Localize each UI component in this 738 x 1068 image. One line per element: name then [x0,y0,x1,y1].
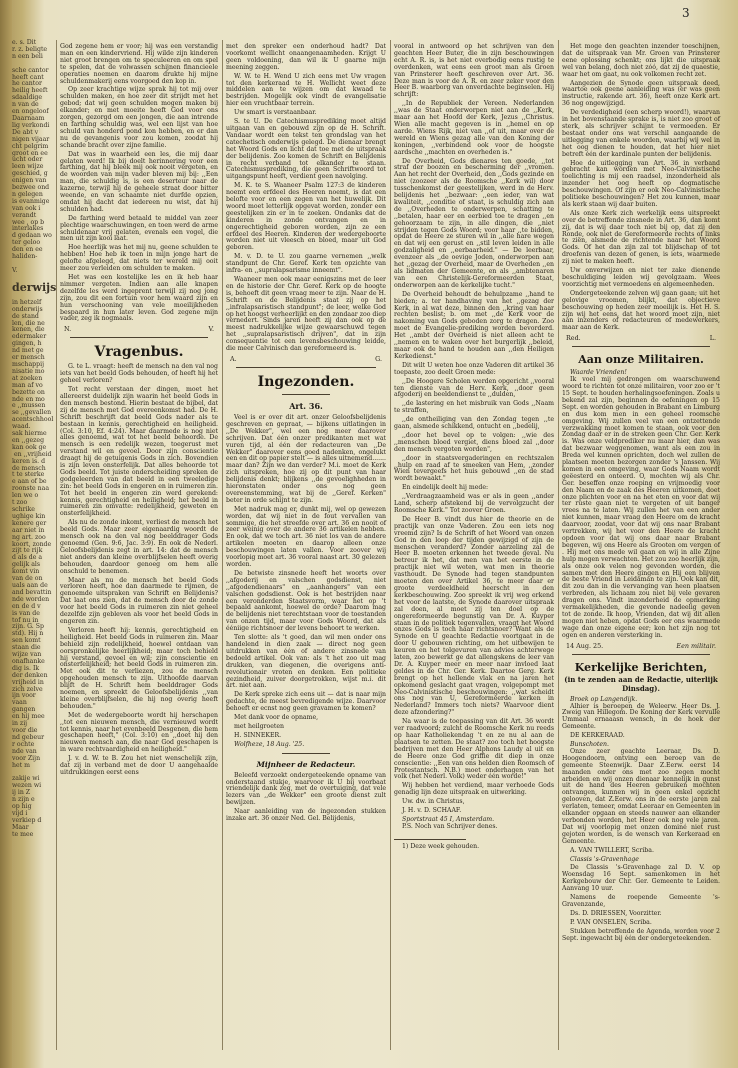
col3-paragraph: ,,door in staatsvergaderingen en rechtszalen ,,hulp en raad af te smeeken van Hem, ,,zonder Wien tevergeefs het huis gebouwd ,,en de stad wordt bewaakt." [394,454,556,483]
col1-paragraph: De farthing werd betaald te middel van zeer plechtige waarschuwingen, en toen werd de arme schuldenaar vrij gelaten, evenals een vogel, die men uit zijn kooi laat. [60,214,220,243]
column-rule-2 [222,40,223,1050]
signature-initial: A. [230,354,237,363]
col2-paragraph: W. W. te H. Wend U zich eens met Uw vragen tot den kerkeraad te H. Wellicht weet deze middelen aan te wijzen om dat kwaad te bestrijden. Mogelijk ook vindt de evangelisatie hier een vruchtbaar terrein. [226,72,388,108]
col4-paragraph: Ondergeteekende zelven wij gaan gaan; uit het gelovige vroomen, blijkt, dat objectieve beschouwing op heden zeer moeilijk is. Het H. S. zijn wij het eens, dat het woord moet zijn, niet aan inzenders of redacteuren of medewerkers, maar aan de Kerk. [562,289,722,332]
column-3 [394,44,554,1049]
left-edge-cut-column [12,39,57,1040]
col2-paragraph: De Kerk spreke zich eens uit — dat is naar mijn gedachte, de meest bevredigende wijze. Daarvoor behoeft er ecnst nog geen gravamen te komen? [226,691,388,713]
col4-signature [566,334,716,342]
col4-paragraph: De Classis 's-Gravenhage zal D. V. op Woensdag 16 Sept. samenkomen in het Kerkgebouw der Chr. Ger. Gemeente te Leiden. Aanvang 10 uur. [562,864,722,893]
kerkelijke-subheading: (in te zenden aan de Redactie, uiterlijk Dinsdag). [564,674,718,693]
col4-paragraph: Alhier is beroepen de Weleerw. Heer Ds. J. Zweig van Hillegom. De Koning der Kerk vervulle Ummaal ernaaasn wensch, in de hoek der Gemeente. [562,702,722,731]
col3-paragraph: En eindelijk deelt hij mede: [402,484,489,492]
col1-paragraph: Met de wedergeboorte wordt hij herschapen ,,tot een nieuwen mensch, die vernieuwd wordt tot kennis, naar het evenbeeld Desgenen, die hem geschapen heeft," (Col. 3:10) en ,,doet hij den nieuwen mensch aan, die naar God geschapen is in ware rechtvaardigheid en heiligheid." [60,711,220,754]
col2-paragraph: Waaneer men ook maar eenigszins met de leer en de historie der Chr. Geref. Kerk op de hoogte is, behoeft dit geen vraag meer te zijn. Naar de H. Schrift en de Belijdenis staat zij op het ,,infralapsaristisch standpunt"; de leer, welke God op het hoogst verheerlijkt en den zondaar zoo diep vernedert. Sinds jaren heeft zij dan ook op de meest nadrukkelijke wijze gewaarschuwd tegen het ,,supralapsaristisch drijven", dat in zijn consequentie tot een levensbeschouwing leidde, die meer Calvinisch dan gereformeerd is. [226,276,388,353]
classis-heading: Classis 's-Gravenhage [570,855,639,863]
signature-initial: N. [64,325,72,334]
col3-paragraph: De Overheid, Gods dienares ten goede, ,,tot straf der boozen en bescherming der ,,vromen. Aan het recht der Overheid, den ,,Gods gezinde en niet (zoozeer als de Roomsche ,,Kerk wil) door tusschenkomst der geestelijken, werd in de Herv. belijdenis het ,,bezwaar: ,,een ieder, van wat kwaliteit, ,,conditie of staat, is schuldig zich aan de ,,Overheden te onderwerpen, schatting te ,,betalen, haar eer en eerbied toe te dragen ,,en gehoorzaam te zijn, in alle dingen, die ,,niet strijden tegen Gods Woord; voor haar ,,te bidden, opdat de Heere ze sturen wil in ,,alle hare wegen en dat wij een gerust en ,,stil leven leiden in alle godzaligheid en ,,eerbaarheid." — De leerbaar, evenzeer als ,,de oevige Joden, onderworpen aan het ,,gezag der Overheid, maar de Overheden ,,en als lidmaten der Gemeente, en als ,,ambtenaren van een Christelijk-Gereformeerden Staat, onderworpen aan de kerkelijke tucht." [394,157,556,289]
col2-paragraph: Met dank voor de opname, [234,714,319,722]
notice-signature: A. VAN TWILLERT, Scriba. [570,846,654,854]
col1-signature [64,325,214,333]
col2-paragraph: Met nadruk mag er, dunkt mij, wel op gewezen worden, dat wij niet in de fout vervallen van sommige, die het streefde over art. 36 en nooit of zeer weinig over de andere 36 artikelen hebben. En ook, dat we toch art. 36 niet los van de andere artikelen moeten en daarop alleen onze beschouwingen laten vallen. Voor zoover wij voorlopig moet art. 36 vooral naast art. 30 gelezen worden. [226,505,388,568]
col1-paragraph: Als nu de zonde inkomt, verliest de mensch het beeld Gods. Maar zeer eigenaardig woordt de mensch ook na den val nog beelddrager Gods genoemd (Gen. 9:6, Jac. 3:9). En ook de Nederl. Geloofsbelijdenis zegt in art. 14: dat de mensch niet anders dan kleine overblijfselen heeft overig behouden, daardoor genoeg om hem alle onschuld te benemen. [60,519,220,575]
col4-paragraph: Als onze Kerk zich werkelijk eens uitspreekt over de betreffende zinsnede in Art. 36, dan komt zij, dat is wij daar toch niet bij op, dat zij den Ronde, ook niet de Gereformeerde rechts of links te ziën, alsmede de richtende naar het Woord Gods. Of het dan zijn zal tot blijdschap of tot droefenis van dezen of genen, is iets, waarmede zij niet te maken heeft. [562,209,722,266]
col1-paragraph: Dat was in waarheid een les, die mij daar gelaten werd! Ik bij doelt herinnering voor een farthing, dat hij bleek mij ook nooit vergeten, en de woorden van mijn vader bleven mij bij: ,,Een man, die schuldig is, is een deserteur naar de kazerne, terwijl hij de geheele straat door bitter weende, en van schaamte niet durfde opzien, omdat hij dacht dat iedereen nu wist, dat hij schulden had. [60,150,220,213]
col3-paragraph: ,,door het bevel op te volgen: ,,wie des ,,menschen bloed vergiet, diens bloed zal ,,door den mensch vergoten worden", [394,431,556,453]
letter-salutation: Mijnheer de Redacteur. [256,759,356,769]
col2-paragraph: S. te U. De Catechismusprediking moet altijd uitgaan van en gebouwd zijn op de H. Schrift. Vandaar wordt een tekst ten grondslag van het catechetisch onderwijs gelegd. De dienaar brengt het Woord Gods en licht dat toe met de uitspraak der belijdenis. Zoo komen de Schrift en Belijdenis in recht verband tot elkander te staan. Catechismusprediking, die geen Schriftwoord tot uitgangspunt heeft, verdient geen navolging. [226,118,388,181]
column-rule-1 [56,40,57,1050]
column-4 [562,44,720,1049]
militairen-date: 14 Aug. 25. [566,641,604,650]
col2-paragraph: Uw smart is verstaanbaar. [234,109,317,117]
col3-paragraph: ,,In de Republiek der Vereen. Nederlanden ,,was de Staat onderworpen niet aan de ,,Kerk, maar aan het Hoofd der Kerk, Jezus ,,Christus. Wien alle macht gegeven is in ,,hemel en op aarde. Wiens Rijk, niet van ,,of uit, maar over de wereld en Wiens gezag alle van den Koning der koningen, ,,verbindend ook voor de hoogste aardsche ,,machten en overheden is." [394,100,556,156]
militairen-salutation: Waarde Vrienden! [570,369,627,377]
vragenbus-heading: Vragenbus. [94,344,184,361]
postscript: P.S. Noch van Schrijver denes. [402,822,498,830]
col3-paragraph: ,,De Hoogere Scholen werden opgericht ,,vooral ten dienste van de Herv. Kerk, ,,door geen afgoderij en beeldendienst te ,,dulden, [394,377,556,399]
col3-paragraph: ,,Verdraagzaamheid was er als in geen ,,ander Land, scherp afstekend bij de vervolgzucht der Roomsche Kerk." Tot zoover Groen. [394,493,556,514]
col1-paragraph: Tot recht verstaan der dingen, moet het allereerst duidelijk zijn waarin het beeld Gods in den mensch bestond. Hierin bestaat de bijbel, dat zij de mensch met God overeenkomst had. De H. Schrift beschrijft dat beeld Gods nader als te bestaan in kennis, gerechtigheid en heiligheid. (Col. 3:10, Ef. 4:24). Maar daarmede is nog niet alles genoemd, wat tot het beeld behoorde. De mensch is een redelijk wezen, toegerust met verstand wil en gevoel. Door zijn conscientie draagt hij de getuigenis Gods in zich. Bovendien is zijn leven onsterfelijk. Dat alles behoorde tot Gods beeld. Tot juiste onderscheiding spreken de godgeleerden van dat beeld in een tweeledige zin: het beeld Gods in engeren en in ruimeren zin. Tot het beeld in engeren zin werd gerekend: kennis, gerechtigheid en heiligheid; het beeld in ruimeren zin omvatte: redelijkheid, geweten en onsterfelijkheid. [60,386,220,518]
col3-paragraph: ,,de lastering en het misbruik van Gods ,,Naam te straffen, [394,400,556,415]
col2-paragraph: Naar aanleiding van de ingezonden stukken inzake art. 36 onzer Ned. Gel. Belijdenis, [226,808,388,823]
col3-paragraph: De Heer B. vindt dus hier de theorie en de practijk van onze Vaderen. Zou een iets nog vreemd zijn? Is de Schrift of het Woord van onzen God in den loop der tijden gewijzigd of zijn de menschen veranderd? Zonder aarzeling zal de Heer B. moeten erkennen het tweede geval. Nu betreur ik het, dat men van het eerste in de practijk niet wil weten, wat men in theorie vasthoudt. De Synode had tegen standpunten moeten den over Artikel 36, te meer daar er groote verdeeldheid heerscht in den kerkbeschouwing. Zoo spreekt ik vrij weg erkend het voor de laatste, de Synode daarover uitspraak zal doen, al moet zij ten doel op de ongereformeerde begunstig van Dr. A. Kuyper staan in de politiek tegenvallen, vraagt het Woord onzes Gods is toch haar richtsnoer? Want als de Synode en U geachte Redactie voortgaat in de door U gebouwen richting, om het uitbewijen te keuren en het tolgevuren van advies achterwege laten, zoo bewerkt ge dat allengskens de leer van Dr. A. Kuyper meer en meer naar invloed laat geldes in de Chr. Ger. Kerk. Daartoe Gerg. Kerk brengt op het hellende vlak en na jaren het opkomend geslacht gaat vragen, volgepompt met Neo-Calvinistische beschouwingen: ,,wat scheidt ons nog van U, Gereformeerde kerken in Nederland? Immers toch niets? Waarvoor dient deze afzondering?" [394,515,556,717]
divider [70,337,208,338]
militairen-author: Een militair. [676,641,716,650]
edge-text-bottom: in hetzelf onderwijs de stand len, die ne kenen, die edermaker gingen, h nd met ge er mensch mschappij nisatie mo at zoeken man af vo bezette on nde en mo e ,,mussen se ,,gevallen acentschhool waad. sak hierme en ,,gezeg kan ook ge en ,,vrijheid keren is. d de mensch t te sterke e aan of be roonste naa len we o t zoo schrike ughige kin kenere ger aar niet in ng art. zoo koort, zonde zijt te rijk d als de a gelijk als komt vin van de on uals aan de and bevattin nde worden en de d v is van de tof nu in zijn. G. Sp std). Hij n sen komt staan die wijze van onafhanke dig is. Ik der denken vrijheid in zich zelve ijn voor vaan gangen en hij mee in zij voor die nd gebeur r ochte nde van voor Zijn het m zakije wi wezen wi ij in Z n zijn e op hig vijd i verkiep d Maar te mee [12,298,54,838]
edge-text-top: e. s. Dit r. z. beligte n een beli sche cantor heeft cant he cantor heilig heeft sdaaldige n van de en ongeloof Daarnaam lig verkondi De abt v nigen vijaar cht pelgrim groot en ee ucht oder leen wijze geschied, g enigen van bezwee ond n gelegen is evanmige van ook i verandt wee , op b interlakes d gedaan wo ter geloo den en ee haliden- V. [12,39,52,274]
col2-paragraph: M. v. D. te U. zou gaarne vernemen ,,welk standpunt de Chr. Geref. Kerk ten opzichte van infra- en ,,supralapsarisme inneemt". [226,253,388,275]
signature-initial: V. [208,325,214,334]
col4-paragraph: Onze zeer geachte Leeraar, Ds. D. Hoogendoorn, ontving een beroep van de gemeente Steenwijk. Daar Z.Eerw. eerst 14 maanden onder ons met zoo zegen mocht arbeiden en wij onzen dienaar kennelijk in gunst uit de hand des Heeren gebruiken mochten ontvangen, kunnen wij in geen enkel opzicht gelooven, dat Z.Eerw. ons in de eerste jaren zal verlaten, temeer, omdat Leeraar en Gemeenten in elkander opgaan en steeds nauwer aan elkander verbonden worden, het Heer ook nog vele jaren. Dat wij voorlopig met onzen dominé niet rust gejoten worden, is de wensch van Kerkeraad en Gemeente. [562,747,722,845]
letter-author: H. SINNEKER. [234,731,282,739]
notice-signature: DE KERKERAAD. [570,732,625,740]
letter-closing: met heilgroeten [234,722,285,730]
divider-short [394,839,466,840]
page-number: 3 [682,6,690,20]
col3-paragraph: Wij hebben het verdiend, maar verhoede Gods genadig lijn deze uitspraak en uitwerking. [394,782,556,797]
col1-paragraph: Het was een kostelijke les en ik heb haar nimmer vergeten. Indien aan alle knapen dezelfde les werd ingeprent terwijl zij nog jong zijn, zou dit een fortuin voor hem waard zijn en hun verschooning van vele moeilijkheden bespaard in hun later leven. God zegene mijn vader, zeg ik nogmaals. [60,274,220,323]
col2-paragraph: met den spreker een onderhoud hadt? Dat voorkomt wellicht onaangenaamheden. Krijgt U geen voldoening, dan wil ik U gaarne mijn meening zeggen. [226,43,388,71]
col4-paragraph: Aangezien de Synode geen uitspraak deed, waartoe ook geene aanleiding was (er was geen instructie, rakende art. 36), heeft onze Kerk art. 36 nog ongewijzigd. [562,79,722,108]
binding-shadow [0,0,12,1068]
col1-paragraph: Maar als nu de mensch het beeld Gods verloren heeft, hoe dan daarmede te rijmen, de genoemde uitspraken van Schrift en Belijdenis? Dat laat ons zien, dat de mensch door de zonde voor het beeld Gods in ruimeren zin niet geheel dezelfde zijn gebleven als voor het beeld Gods in engeren zin. [60,576,220,625]
signature-red: Red. [566,334,581,343]
col4-paragraph: Namens de roepende Gemeente 's-Gravenzande, [562,894,720,908]
col3-paragraph: vooral in antwoord op het schrijven van den geachten Heer Buter, die in zijn beschouwingen echt A. R. is, is het niet overbodig eens rustig te overdenken, wat eens een groot man als Groen van Prinsterer heeft geschreven over Art. 36. Deze man is voor de A. R. en zeer zeker voor den Heer B. waarborg van onverdachte beginselen. Hij schrijft: [394,43,556,99]
signature-initial: L. [709,334,716,343]
notice-signature: Ds. D. DRIESSEN, Voorzitter. [570,909,662,917]
column-2 [226,44,386,1049]
col4-paragraph: Stukken betreffende de Agenda, worden voor 2 Sept. ingewacht bij één der ondergeteekenden. [562,927,722,942]
kerkelijke-heading: Kerkelijke Berichten, [574,660,708,674]
letter-closing: Uw. dw. in Christus, [402,798,465,806]
col2-paragraph: Veel is er over dit art. onzer Geloofsbelijdenis geschreven en gepraat, — bijkens uitlatingen in ,,De Wekker", wel een nog meer daarover schrijven. Dat één onzer predikanten met wat vuren tijd, al één der redacteuren van ,,De Wekker" daarover eens goed nadenken, ongelukt een en dit op papier stelt — is alles uitnemend....... maar dan? Zijn we dan verder? M.i. moet de Kerk zich uitspreken, hoe zij op dit punt van haar belijdenis denkt; blijkens ,,de gevoelighheden in hieronstaten onder ons nog geen overeenstemming, wat bij de ,,Geref. Kerken" beter in orde schijnt te zijn. [226,413,388,504]
column-rule-4 [558,40,559,1050]
col2-paragraph: Beleefd verzoekt ondergeteekende opname van onderstaand stukje, waarvoor ik U bij voorbaat vriendelijk dank zeg, met de overtuiging, dat vele lezers van ,,de Wekker" een groote dienst zult bewijzen. [226,771,388,807]
col2-paragraph: De betwiste zinsnede heeft het woorts over ,,afgoderij en valschen godsdienst, niet ,,afgodendienaars" en ,,aanhangers" van een valschen godsdienst. Ook is het bestrijden naar een veronderden Staatsvorm, waar het op 't bepaald aankomt, hoewel de orde? Daarom mag de belijdenis niet terechtstaan voor de toestanden van onzen tijd, maar voor Gods Woord, dat als ééniige richtsnoer der levens behoort te werken. [226,569,388,633]
divider [572,346,710,347]
edge-heading: derwijs [12,280,57,294]
col4-paragraph: Hoe de uitlegging van Art. 36 in verband gebracht kan worden met Neo-Calvinistische toelichting is mij een raadsel, inzonderheid als inzender het oog heeft op dogmatische beschouwingen. Of zijn er ook Neo-Calvinistische politieke beschouwingen? Het zou kunnen, maar als kerk staan wij daar buiten. [562,159,722,208]
notice-signature: P. VAN ONSELEN, Scriba. [570,918,652,926]
divider-short [282,753,330,754]
column-1 [60,44,218,1049]
column-rule-3 [390,40,391,1050]
col2-paragraph: Ten slotte: als 't goed, dan wil men onder ons handelend in dien zaak — direct nog geen uitdrukken van één of andere zinsnede van bedoeld artikel. Ook van: als 't het zoo uit mag drukken, van diegenen, die overigens anti-revolutionair vroten en denken. Een politieke gezindheid, zuiver doorgetrokken, wijst m.i. dit art. niet aan. [226,634,388,690]
col3-paragraph: De Overheid behoudt de behulpzame ,,hand te bieden; a. ter handhaving van het ,,gezag der Kerk, in al wat deze, binnen den ,,kring van haar rechten beslist; b. om met ,,de Kerk voor de nakoming van Gods geboden zorg te dragen. Zoo moet de Evangelie-prediking worden bevorderd. Het ,,ambt der Overheid is niet alleen acht te ,,nemen en te waken over het burgerlijk ,,beleid, maar ook de hand te houden aan ,,den Heiligen Kerkedienst." [394,290,556,360]
col4-paragraph: Ik voel mij gedrongen om waarschuwend woord te richten tot onze militairen, voor zoo er 't 15 Sept. te houden herhalingsoefeningen. Zoals u bekend zal zijn, beginnen de oefeningen op 15 Sept. en worden gehouden in Brabant en Limburg en dus kom men in een geheel roomsche omgeving. Wij zullen veel van een ontzettende verzwakking moet komen te staan, ook voor den Zondag daar er in de streken geen Chr. Ger. Kerk is. Was onze veldprediker nu maar hier, dan was dat bezwaar weggenomen, want als een zou in Breda wel kunnen oprichten, doch wel zullen de plaatsen moeten bezorgen zonder 's Janssen. Wij komen in een omgeving, waar Gods Naam wordt geëesterd en onteerd. O, mochten wij als Chr. Ger. beseffen onze roeping en vrijmoedig voor den Naam en de zaak des Heeren uitkomen, doet onze plichten voor en na het eten en voor dat wij ter ruste gaan niet te vergeten of uit banger vrees na te laten. Wij zullen het van een ander niet kunnen, maar vraag den Heere om de kracht daarvoor, zoodat, voor dat wij ons naar Brabant vertrekken, wij het voor den Heere de kracht opdoen voor dat wij ons daar naar Brabant begeven, wij ons Heere als Grooten om vergen of . Hij met ons mede wil gaan en wij in alle Zijne hulp mogen verwachten. Het zou zoo heerlijk zijn, als onze ook velen nog gevonden worden, die samen met den Heere gingen en Hij een blijven de beste Vriend in Leidaman te zijn. Ook kan dit, dit zou dan in die vervanging van heen plaatsen verbreden, als lichaam zou niet bij vele gevaren dragen ons. Vindt inzonderheid de opmerking vermakelijkheden, die gevonde nadeelig geven tot de zonde. Ik hoop, Vrienden, dat wij dit allen mogen niet heben, opdat Gods eer ons waarmede wage dan onze eigene eer; kon het zijn nog tot ogen en anderen versterking in. [562,376,722,639]
art36-heading: Art. 36. [289,400,323,411]
divider [572,654,710,655]
ingezonden-heading: Ingezonden. [257,373,355,390]
col1-paragraph: Op zeer krachtige wijze sprak hij tot mij over schulden maken, en hoe zeer dit strijdt met het gebod; dat wij geen schulden mogen maken bij elkander; en met moeite heeft God voor ons zorgen, gezorgd om een jongen, die aan intrende en farthing schuldig was, wel een lijst van hoe schuld van honderd pond kon hebben, en er dan nu de gevangenis voor zou komen, zoodat hij schande bracht over zijne familie. [60,86,220,149]
signature-initial: G. [375,354,382,363]
col3-paragraph: ,,de ontheiliging van den Zondag tegen ,,te gaan, alsmede schikkend, ontucht en ,,bedelij, [394,416,556,431]
col4-paragraph: Uw onverwijzen en niet ter zake dienende beschuldiging leiden wij gevolgzaam. Wees voorzichtig met vermoedens en algemeenheden. [562,267,722,288]
col4-paragraph: Het moge den geachten inzender toeschijnen, dat de uitspraak van Mr. Groen van Prinsterer eene oplossing schenkt; ons lijkt die uitspraak wel van belang, doch niet zóó, dat zij de quaestie, waar het om gaat, nu ook volkomen recht zet. [562,43,722,78]
col1-paragraph: Hoe heerlijk was het mij nu, geene schulden te hebben! Hoe heb ik toen in mijn jonge hart de gelofte afgelegd, dat niets ter wereld mij ooit meer zou verleiden om schulden te maken. [60,244,220,273]
col1-paragraph: G. te L. vraagt: heeft de mensch na den val nog iets van het beeld Gods behouden, of heeft hij het geheel verloren? [60,363,220,385]
col4-paragraph: De verdedigheid (een scherp woord!), waarvan in het bovenstaande sprake is, is niet zoo groot of sterk, als schrijver schijnt te vermoeden. Er bestaat onder ons wat verschil aangaande de uitlegging van enkele woorden, waarbij wij wel in het oog dienen te houden, dat het hier niet betreft één der kardinale punten der belijdenis. [562,109,722,158]
col1-paragraph: Verloren heeft hij: kennis, gerechtigheid en heiligheid. Het beeld Gods in ruimeren zin. Maar behield zijn redelijkheid, hoewel ontdaan van oorspronkelijke heerlijkheid; maar toch behield hij verstand, gevoel en wil; zijn conscientie en onsterfelijkheid; het beeld Gods in ruimeren zin. Met ook dit te verliezen, zou de mensch opgehouden mensch te zijn. Uithoofde daarvan blijft de H. Schrift hem beelddrager Gods noemen, en spreekt de Geloofsbelijdenis ,,van kleine overblijfselen, die hij nog overig heeft behouden." [60,626,220,710]
militairen-signature [566,642,716,650]
militairen-heading: Aan onze Militairen. [578,353,704,367]
col3-paragraph: Dit wilt U weten hoe onze Vaderen dit artikel 36 toepaste, zoo deelt Groen mede: [394,361,556,376]
notice-place: Broek op Langendijk. [570,695,638,703]
letter-place-date: Wolfheze, 18 Aug. '25. [234,740,305,748]
letter-address: Sportstraat 45 I, Amsterdam. [402,815,495,823]
divider-short [282,394,330,395]
col3-paragraph: Na waar is de toepassing van dit Art. 36 wordt ver raadvoord; zulcht de Roomsche Kerk nu reeds op haar Katholiekendag 't en ze nu al aan de plaatsen te zetten. De staat? zoo toch het hoogste bedrijven met den Heer Alphons Laudy al uit en de Heere onze God griffie dit diep in onze conscientie: ,,Een van ons helden dien Roomsch of Protestantsch. N.B.) moet onderhagen van het volk (het Nederl. Volk) weder één worde!" [394,718,556,781]
col1-paragraph: God zegene hem er voor; hij was een verstandig man en een kindervriend. Hij wilde zijn kinderen niet groot brengen om te speculeeren en om spel te spelen, dat de volwassen schijnen financieele operaties noemen en daarom drukte hij mijne schuldenmakerij eens voorgoed den kop in. [60,43,220,85]
divider [236,367,376,368]
col2-paragraph: M. K. te S. Waaneer Psalm 127:3 de kinderen noemt een erfdeel des Heeren noemt, is dat een belofte voor en een zegen van het huwelijk. Dit woord moet letterlijk opgevat worden, zonder een geestelijken zin er in te zoeken. Ondanks dat de kinderen in zonde ontvangen en in ongerechtigheid geboren worden, zijn ze een erfdeel des Heeren. Kinderen der wedergeboorte worden niet uit vleesch en bloed, maar uit God geboren. [226,182,388,252]
footnote: 1) Deze week gehouden. [402,842,480,850]
col1-paragraph: J. v. d. W. te B. Zou het niet wenschelijk zijn, dat zij in verband met de door U aangehaalde uitdrukkingen eerst eens [60,755,220,776]
notice-place: Bunschoten. [570,741,609,749]
col2-signature [230,355,382,363]
letter-author: J. H. v. D. SCHAAF. [402,807,462,815]
